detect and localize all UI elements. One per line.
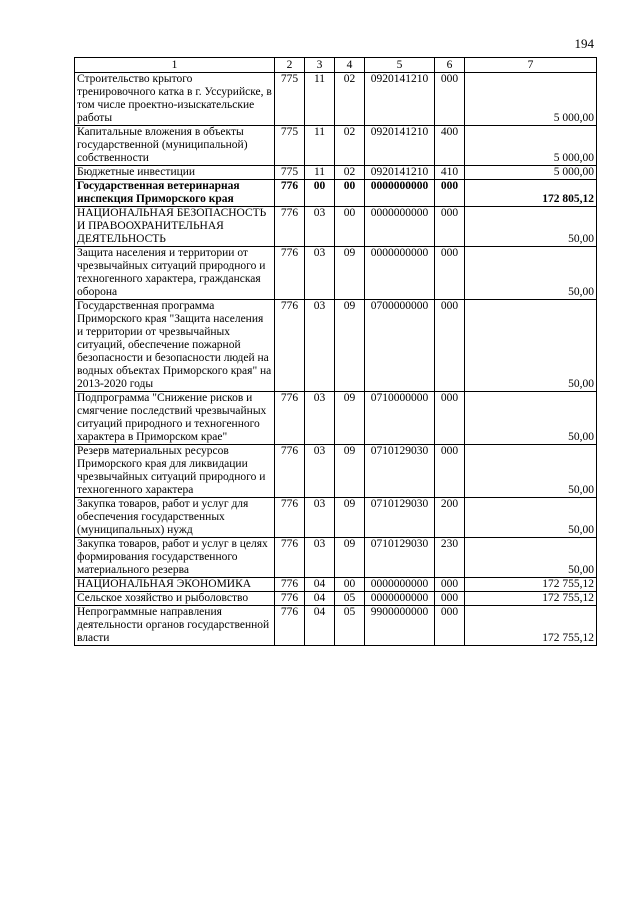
row-code-4: 02 [335, 126, 365, 166]
row-amount: 172 755,12 [465, 592, 597, 606]
table-row [75, 606, 597, 646]
row-code-5: 0710129030 [365, 498, 435, 538]
row-code-4: 00 [335, 180, 365, 207]
row-code-6: 400 [435, 126, 465, 166]
row-code-5: 0000000000 [365, 578, 435, 592]
row-code-3: 11 [305, 126, 335, 166]
row-name: Государственная ветеринарная инспекция Приморского края [75, 180, 275, 207]
table-row [75, 166, 597, 180]
row-code-2: 775 [275, 73, 305, 126]
row-code-5: 0000000000 [365, 207, 435, 247]
row-code-4: 00 [335, 207, 365, 247]
row-code-4: 09 [335, 247, 365, 300]
table-row [75, 207, 597, 247]
row-amount: 50,00 [465, 247, 597, 300]
table-row [75, 445, 597, 498]
row-code-3: 04 [305, 578, 335, 592]
row-code-2: 776 [275, 180, 305, 207]
row-code-5: 0000000000 [365, 592, 435, 606]
row-name: Закупка товаров, работ и услуг для обеспечения государственных (муниципальных) нужд [75, 498, 275, 538]
table-row [75, 592, 597, 606]
row-code-6: 000 [435, 445, 465, 498]
row-code-2: 776 [275, 207, 305, 247]
table-row [75, 392, 597, 445]
row-amount: 5 000,00 [465, 73, 597, 126]
row-code-6: 000 [435, 606, 465, 646]
row-code-5: 0920141210 [365, 166, 435, 180]
row-amount: 50,00 [465, 207, 597, 247]
table-row [75, 247, 597, 300]
column-header-2: 2 [275, 58, 305, 73]
column-header-5: 5 [365, 58, 435, 73]
row-code-2: 776 [275, 300, 305, 392]
table-row [75, 126, 597, 166]
row-code-3: 03 [305, 300, 335, 392]
table-row [75, 578, 597, 592]
row-amount: 172 755,12 [465, 578, 597, 592]
row-code-5: 0920141210 [365, 73, 435, 126]
row-name: Строительство крытого тренировочного катка в г. Уссурийске, в том числе проектно-изыскательские работы [75, 73, 275, 126]
table-row [75, 538, 597, 578]
table-row [75, 73, 597, 126]
row-name: Подпрограмма "Снижение рисков и смягчение последствий чрезвычайных ситуаций природного и техногенного характера в Приморском крае" [75, 392, 275, 445]
column-header-7: 7 [465, 58, 597, 73]
row-code-3: 04 [305, 606, 335, 646]
row-code-6: 000 [435, 392, 465, 445]
row-code-5: 0700000000 [365, 300, 435, 392]
row-code-3: 03 [305, 247, 335, 300]
row-code-2: 776 [275, 498, 305, 538]
row-code-3: 03 [305, 207, 335, 247]
row-name: НАЦИОНАЛЬНАЯ БЕЗОПАСНОСТЬ И ПРАВООХРАНИТЕЛЬНАЯ ДЕЯТЕЛЬНОСТЬ [75, 207, 275, 247]
row-code-5: 0920141210 [365, 126, 435, 166]
row-code-5: 0710000000 [365, 392, 435, 445]
row-code-2: 776 [275, 247, 305, 300]
row-code-6: 000 [435, 592, 465, 606]
row-name: Закупка товаров, работ и услуг в целях формирования государственного материального резерва [75, 538, 275, 578]
row-code-3: 04 [305, 592, 335, 606]
row-amount: 172 755,12 [465, 606, 597, 646]
row-code-2: 776 [275, 392, 305, 445]
table-header-row [75, 58, 597, 73]
row-code-2: 776 [275, 445, 305, 498]
row-code-4: 05 [335, 606, 365, 646]
row-code-4: 05 [335, 592, 365, 606]
row-code-6: 000 [435, 73, 465, 126]
row-code-2: 776 [275, 538, 305, 578]
row-code-3: 03 [305, 445, 335, 498]
column-header-4: 4 [335, 58, 365, 73]
row-code-4: 02 [335, 166, 365, 180]
table-body [75, 73, 597, 646]
row-code-3: 03 [305, 498, 335, 538]
row-code-4: 02 [335, 73, 365, 126]
row-code-2: 775 [275, 126, 305, 166]
row-code-3: 00 [305, 180, 335, 207]
page-number: 194 [574, 36, 594, 51]
row-code-5: 0710129030 [365, 538, 435, 578]
row-code-6: 200 [435, 498, 465, 538]
row-amount: 50,00 [465, 445, 597, 498]
row-amount: 50,00 [465, 392, 597, 445]
row-name: Резерв материальных ресурсов Приморского края для ликвидации чрезвычайных ситуаций природного и техногенного характера [75, 445, 275, 498]
row-code-5: 0000000000 [365, 180, 435, 207]
column-header-6: 6 [435, 58, 465, 73]
row-code-6: 230 [435, 538, 465, 578]
row-amount: 5 000,00 [465, 166, 597, 180]
row-code-6: 000 [435, 578, 465, 592]
row-code-4: 09 [335, 498, 365, 538]
row-code-4: 09 [335, 538, 365, 578]
row-code-6: 000 [435, 247, 465, 300]
row-code-2: 776 [275, 592, 305, 606]
row-code-5: 0710129030 [365, 445, 435, 498]
row-amount: 172 805,12 [465, 180, 597, 207]
row-code-5: 9900000000 [365, 606, 435, 646]
table-row [75, 498, 597, 538]
row-amount: 5 000,00 [465, 126, 597, 166]
row-amount: 50,00 [465, 538, 597, 578]
row-code-3: 03 [305, 538, 335, 578]
row-name: Бюджетные инвестиции [75, 166, 275, 180]
row-name: Защита населения и территории от чрезвычайных ситуаций природного и техногенного характера, гражданская оборона [75, 247, 275, 300]
row-code-6: 000 [435, 180, 465, 207]
row-code-3: 11 [305, 73, 335, 126]
row-amount: 50,00 [465, 300, 597, 392]
row-name: Капитальные вложения в объекты государственной (муниципальной) собственности [75, 126, 275, 166]
row-amount: 50,00 [465, 498, 597, 538]
table-row [75, 300, 597, 392]
row-code-4: 09 [335, 392, 365, 445]
row-code-6: 000 [435, 207, 465, 247]
row-code-2: 776 [275, 578, 305, 592]
row-name: НАЦИОНАЛЬНАЯ ЭКОНОМИКА [75, 578, 275, 592]
row-code-4: 09 [335, 445, 365, 498]
table-row [75, 180, 597, 207]
row-code-4: 00 [335, 578, 365, 592]
row-code-3: 11 [305, 166, 335, 180]
row-code-2: 775 [275, 166, 305, 180]
column-header-1: 1 [75, 58, 275, 73]
row-name: Сельское хозяйство и рыболовство [75, 592, 275, 606]
row-code-4: 09 [335, 300, 365, 392]
row-name: Государственная программа Приморского края "Защита населения и территории от чрезвычайных ситуаций, обеспечение пожарной безопасности и безопасности людей на водных объектах Приморского края" на 2013-2020 годы [75, 300, 275, 392]
row-code-5: 0000000000 [365, 247, 435, 300]
budget-table [74, 57, 597, 646]
row-code-6: 410 [435, 166, 465, 180]
row-code-3: 03 [305, 392, 335, 445]
column-header-3: 3 [305, 58, 335, 73]
row-name: Непрограммные направления деятельности органов государственной власти [75, 606, 275, 646]
row-code-6: 000 [435, 300, 465, 392]
row-code-2: 776 [275, 606, 305, 646]
